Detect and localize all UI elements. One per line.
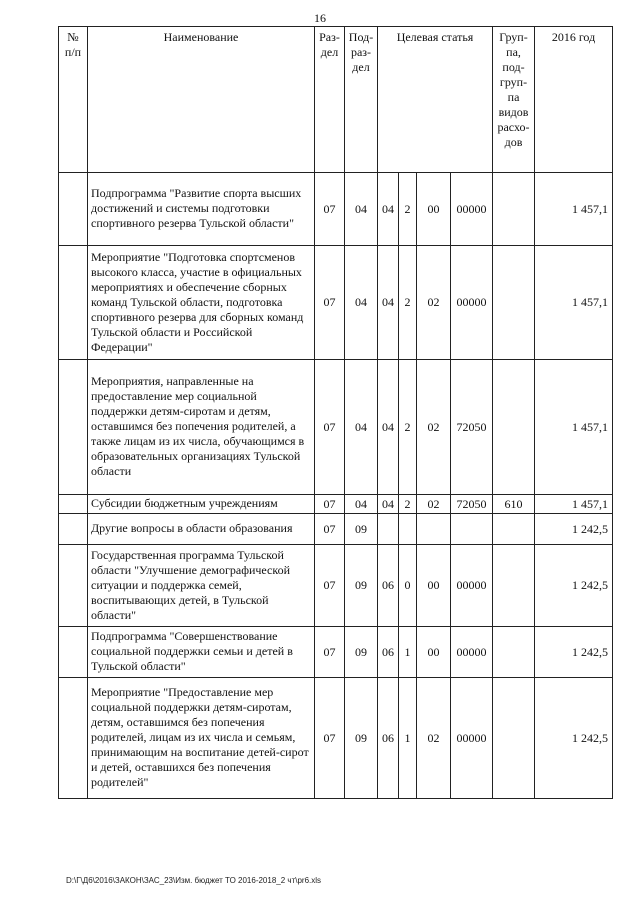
cell-ts2: 2 xyxy=(399,360,417,495)
cell-group xyxy=(493,678,535,799)
cell-ts2: 2 xyxy=(399,246,417,360)
cell-amount: 1 242,5 xyxy=(535,678,613,799)
table-row xyxy=(59,514,613,545)
cell-group xyxy=(493,545,535,627)
cell-num xyxy=(59,627,88,678)
header-name: Наименование xyxy=(88,27,315,173)
cell-ts3: 00 xyxy=(417,627,451,678)
cell-ts1: 04 xyxy=(378,360,399,495)
cell-section: 07 xyxy=(315,514,345,545)
cell-ts1: 06 xyxy=(378,627,399,678)
cell-ts2: 1 xyxy=(399,627,417,678)
table-row xyxy=(59,173,613,246)
file-path-footer: D:\Г\Д6\2016\ЗАКОН\ЗАС_23\Изм. бюджет ТО 2016-2018_2 чт\pr6.xls xyxy=(66,876,322,885)
cell-ts2 xyxy=(399,514,417,545)
page-number: 16 xyxy=(314,11,326,25)
header-subsection: Под- раз- дел xyxy=(345,27,378,173)
cell-ts3: 02 xyxy=(417,495,451,514)
cell-ts3: 02 xyxy=(417,678,451,799)
table-row xyxy=(59,495,613,514)
cell-ts4: 00000 xyxy=(451,545,493,627)
cell-subsection: 09 xyxy=(345,545,378,627)
cell-ts3 xyxy=(417,514,451,545)
cell-name: Мероприятие "Предоставление мер социальной поддержки детям-сиротам, детям, оставшимся без попечения родителей, лицам из их числа и семьям, принимающим на воспитание детей-сирот и детей, оставшихся без попечения родителей" xyxy=(88,678,315,799)
cell-section: 07 xyxy=(315,360,345,495)
header-num: № п/п xyxy=(59,27,88,173)
header-target-article: Целевая статья xyxy=(378,27,493,173)
cell-num xyxy=(59,678,88,799)
cell-subsection: 04 xyxy=(345,173,378,246)
cell-ts3: 00 xyxy=(417,545,451,627)
table-row xyxy=(59,246,613,360)
cell-num xyxy=(59,495,88,514)
cell-name: Подпрограмма "Развитие спорта высших достижений и системы подготовки спортивного резерва Тульской области" xyxy=(88,173,315,246)
table-header-row xyxy=(59,27,613,173)
cell-ts2: 1 xyxy=(399,678,417,799)
cell-ts2: 2 xyxy=(399,495,417,514)
cell-ts1: 04 xyxy=(378,173,399,246)
cell-amount: 1 242,5 xyxy=(535,627,613,678)
cell-ts4: 72050 xyxy=(451,360,493,495)
cell-name: Субсидии бюджетным учреждениям xyxy=(88,495,315,514)
budget-table xyxy=(58,26,613,799)
cell-ts1: 06 xyxy=(378,545,399,627)
cell-num xyxy=(59,173,88,246)
table-row xyxy=(59,360,613,495)
cell-subsection: 09 xyxy=(345,678,378,799)
cell-group xyxy=(493,360,535,495)
cell-amount: 1 242,5 xyxy=(535,545,613,627)
cell-section: 07 xyxy=(315,173,345,246)
table-row xyxy=(59,678,613,799)
table-row xyxy=(59,545,613,627)
cell-amount: 1 457,1 xyxy=(535,246,613,360)
cell-group xyxy=(493,173,535,246)
cell-ts3: 02 xyxy=(417,360,451,495)
cell-section: 07 xyxy=(315,627,345,678)
cell-ts4: 00000 xyxy=(451,246,493,360)
cell-name: Мероприятия, направленные на предоставление мер социальной поддержки детям-сиротам и детям, оставшимся без попечения родителей, а также лицам из их числа, обучающимся в образовательных организациях Тульской области xyxy=(88,360,315,495)
cell-subsection: 04 xyxy=(345,246,378,360)
header-section: Раз- дел xyxy=(315,27,345,173)
cell-amount: 1 457,1 xyxy=(535,495,613,514)
cell-ts4: 00000 xyxy=(451,678,493,799)
cell-ts1 xyxy=(378,514,399,545)
cell-ts1: 06 xyxy=(378,678,399,799)
cell-ts4: 00000 xyxy=(451,173,493,246)
cell-name: Государственная программа Тульской области "Улучшение демографической ситуации и поддержка семей, воспитывающих детей, в Тульской области" xyxy=(88,545,315,627)
cell-amount: 1 242,5 xyxy=(535,514,613,545)
header-expense-group: Груп- па, под- груп- па видов расхо- дов xyxy=(493,27,535,173)
cell-group xyxy=(493,627,535,678)
table-row xyxy=(59,627,613,678)
cell-amount: 1 457,1 xyxy=(535,360,613,495)
cell-group: 610 xyxy=(493,495,535,514)
cell-ts4: 72050 xyxy=(451,495,493,514)
cell-amount: 1 457,1 xyxy=(535,173,613,246)
cell-ts2: 0 xyxy=(399,545,417,627)
cell-group xyxy=(493,246,535,360)
cell-num xyxy=(59,246,88,360)
cell-num xyxy=(59,545,88,627)
cell-ts3: 02 xyxy=(417,246,451,360)
cell-ts4 xyxy=(451,514,493,545)
cell-subsection: 04 xyxy=(345,360,378,495)
cell-group xyxy=(493,514,535,545)
header-year: 2016 год xyxy=(535,27,613,173)
cell-name: Мероприятие "Подготовка спортсменов высокого класса, участие в официальных мероприятиях и обеспечение сборных команд Тульской области, подготовка спортивного резерва для сборных команд Тульской области и Российской Федерации" xyxy=(88,246,315,360)
cell-name: Подпрограмма "Совершенствование социальной поддержки семьи и детей в Тульской области" xyxy=(88,627,315,678)
cell-num xyxy=(59,360,88,495)
cell-name: Другие вопросы в области образования xyxy=(88,514,315,545)
cell-section: 07 xyxy=(315,678,345,799)
cell-ts3: 00 xyxy=(417,173,451,246)
cell-ts1: 04 xyxy=(378,495,399,514)
cell-num xyxy=(59,514,88,545)
cell-ts1: 04 xyxy=(378,246,399,360)
cell-subsection: 09 xyxy=(345,514,378,545)
cell-ts2: 2 xyxy=(399,173,417,246)
cell-section: 07 xyxy=(315,545,345,627)
cell-ts4: 00000 xyxy=(451,627,493,678)
cell-section: 07 xyxy=(315,246,345,360)
cell-subsection: 09 xyxy=(345,627,378,678)
cell-section: 07 xyxy=(315,495,345,514)
cell-subsection: 04 xyxy=(345,495,378,514)
